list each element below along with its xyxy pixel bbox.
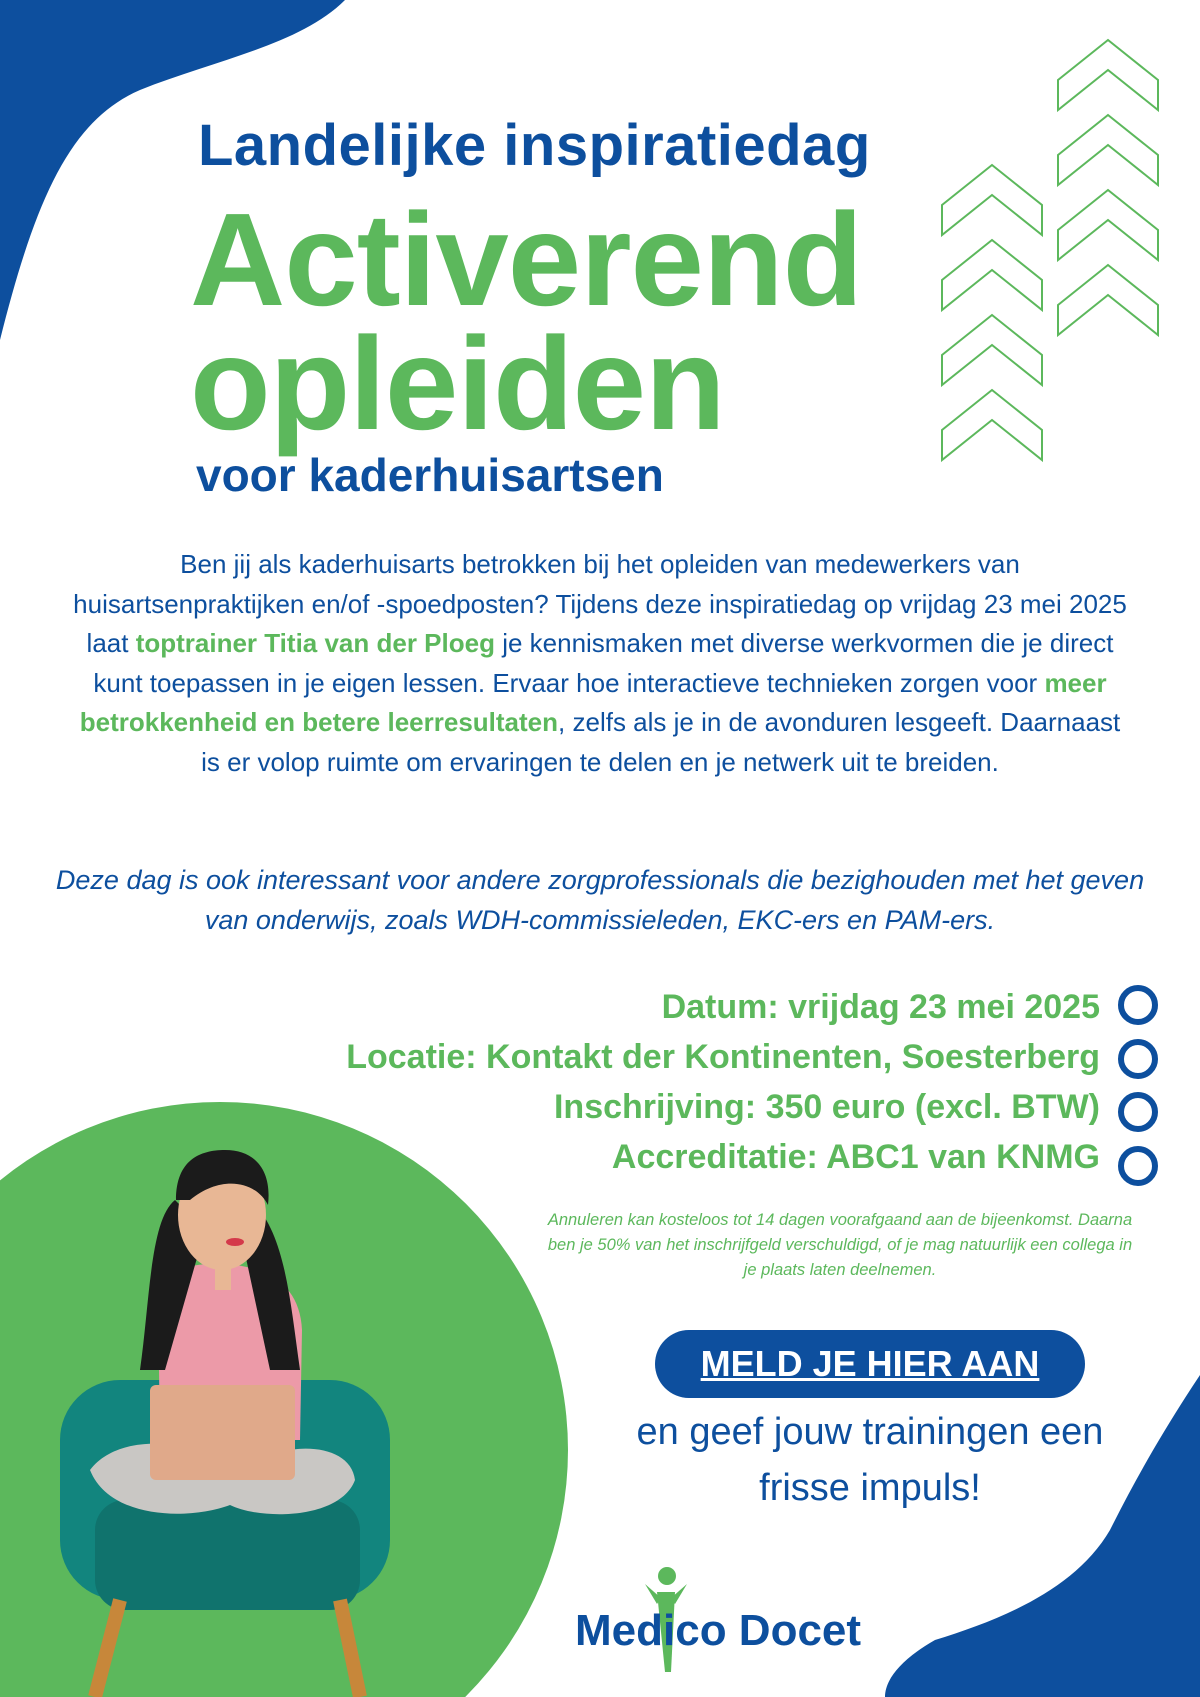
intro-paragraph <box>70 545 1130 782</box>
intro-highlight-results: meer betrokkenheid en betere leerresultaten <box>79 667 1107 737</box>
audience-note: Deze dag is ook interessant voor andere zorgprofessionals die bezighouden met het geven van onderwijs, zoals WDH-commissieleden, EKC-ers en PAM-ers. <box>55 865 1145 935</box>
register-button[interactable]: MELD JE HIER AAN <box>655 1330 1085 1398</box>
event-title-line2: opleiden <box>190 310 725 457</box>
detail-accreditatie: Accreditatie: ABC1 van KNMG <box>611 1138 1100 1176</box>
chevron-up-icon <box>942 240 1042 310</box>
intro-text: , zelfs als je in de avonduren lesgeeft. Daarnaast is er volop ruimte om ervaringen te delen en je netwerk uit te breiden. <box>201 707 1121 777</box>
chevron-up-icon <box>942 390 1042 460</box>
event-audience: voor kaderhuisartsen <box>196 449 664 501</box>
chevron-pattern <box>942 40 1158 460</box>
logo-wordmark: Medico Docet <box>575 1606 862 1655</box>
detail-inschrijving: Inschrijving: 350 euro (excl. BTW) <box>553 1088 1100 1126</box>
detail-datum: Datum: vrijdag 23 mei 2025 <box>661 988 1100 1026</box>
chevron-up-icon <box>1058 115 1158 185</box>
cta-tagline: en geef jouw trainingen een frisse impuls! <box>636 1411 1104 1509</box>
chevron-up-icon <box>1058 265 1158 335</box>
chevron-up-icon <box>1058 40 1158 110</box>
cancellation-note: Annuleren kan kosteloos tot 14 dagen voorafgaand aan de bijeenkomst. Daarna ben je 50% van het inschrijfgeld verschuldigd, of je mag natuurlijk een collega in je plaats laten deelnemen. <box>547 1211 1133 1279</box>
chevron-up-icon <box>1058 190 1158 260</box>
detail-locatie: Locatie: Kontakt der Kontinenten, Soesterberg <box>346 1038 1100 1076</box>
circle-bullet-icon <box>1118 985 1158 1025</box>
intro-text: Ben jij als kaderhuisarts betrokken bij het opleiden van medewerkers van huisartsenpraktijken en/of -spoedposten? Tijdens deze inspiratiedag op vrijdag 23 mei 2025 laat <box>73 549 1127 658</box>
event-title-line1: Activerend <box>190 186 863 333</box>
circle-bullet-icon <box>1118 1039 1158 1079</box>
circle-bullet-icon <box>1118 1146 1158 1186</box>
circle-bullet-icon <box>1118 1092 1158 1132</box>
intro-text: je kennismaken met diverse werkvormen die je direct kunt toepassen in je eigen lessen. Ervaar hoe interactieve technieken zorgen voor <box>93 628 1114 698</box>
intro-highlight-trainer: toptrainer Titia van der Ploeg <box>135 628 495 658</box>
event-kicker: Landelijke inspiratiedag <box>198 113 871 178</box>
medico-docet-logo <box>575 1562 875 1672</box>
chevron-up-icon <box>942 315 1042 385</box>
